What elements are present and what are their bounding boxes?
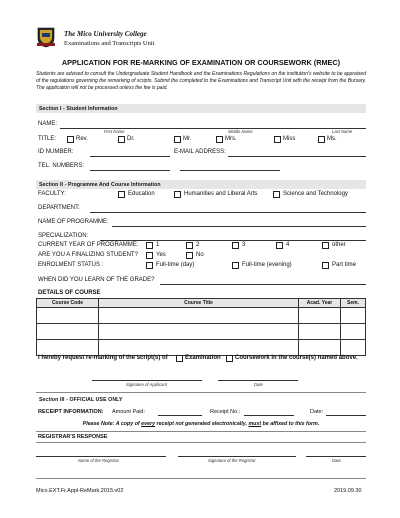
section3-heading: Section III - OFFICIAL USE ONLY: [36, 395, 366, 404]
divider: [36, 442, 366, 443]
table-row: [37, 324, 366, 340]
year-label: CURRENT YEAR OF PROGRAMME:: [38, 242, 139, 248]
programme-label: NAME OF PROGRAMME:: [38, 219, 109, 225]
applicant-signature-caption: Signature of Applicant: [126, 382, 167, 387]
faculty-education-label: Education: [128, 191, 155, 197]
enrolment-fulltime-day-label: Full-time (day): [156, 262, 195, 268]
faculty-science-checkbox[interactable]: [273, 191, 280, 198]
title-mrs-checkbox[interactable]: [216, 136, 223, 143]
tel-field-2[interactable]: [180, 170, 280, 171]
tel-label: TEL. NUMBERS:: [38, 163, 85, 169]
request-coursework-checkbox[interactable]: [226, 355, 233, 362]
course-code-cell[interactable]: [37, 340, 99, 356]
finalizing-no-label: No: [196, 252, 204, 258]
year-2-label: 2: [196, 242, 200, 248]
department-label: DEPARTMENT:: [38, 205, 80, 211]
finalizing-no-checkbox[interactable]: [186, 252, 193, 259]
middle-name-caption: Middle Name: [228, 129, 253, 134]
column-header-acad-year: Acad. Year: [299, 299, 341, 308]
course-title-cell[interactable]: [99, 308, 299, 324]
sem-cell[interactable]: [341, 324, 366, 340]
footer-divider: [36, 478, 366, 479]
title-dr-label: Dr.: [127, 136, 135, 142]
applicant-date-field[interactable]: [218, 380, 298, 381]
note-every: every: [141, 421, 156, 427]
amount-paid-label: Amount Paid:: [112, 409, 146, 415]
table-row: [37, 308, 366, 324]
specialization-label: SPECIALIZATION:: [38, 233, 89, 239]
id-field[interactable]: [90, 156, 170, 157]
note-suffix: be affixed to this form.: [261, 421, 320, 427]
receipt-info-label: RECEIPT INFORMATION:: [38, 409, 104, 415]
registrar-signature-caption: Signature of the Registrar: [208, 458, 256, 463]
request-exam-label: Examination: [185, 355, 221, 361]
title-mr-label: Mr.: [183, 136, 192, 142]
faculty-education-checkbox[interactable]: [118, 191, 125, 198]
enrolment-parttime-label: Part time: [332, 262, 357, 268]
programme-field[interactable]: [112, 226, 366, 227]
table-row: [37, 340, 366, 356]
name-label: NAME:: [38, 121, 58, 127]
year-other-label: other: [332, 242, 346, 248]
year-4-label: 4: [286, 242, 290, 248]
receipt-date-label: Date:: [310, 409, 324, 415]
first-name-caption: First Name: [104, 129, 125, 134]
title-dr-checkbox[interactable]: [118, 136, 125, 143]
finalizing-label: ARE YOU A FINALIZING STUDENT?: [38, 252, 138, 258]
column-header-course-title: Course Title: [99, 299, 299, 308]
course-code-cell[interactable]: [37, 308, 99, 324]
intro-text: Students are advised to consult the Undergraduate Student Handbook and the Examinations Regulations on the institution's website to be appraised of the regulations governing the remarking of scripts. Submit the completed to the Examinations and Transcript Unit with the receipt from the Bursary. The application will not be processed unless the fee is paid.: [36, 71, 366, 91]
email-field[interactable]: [228, 156, 366, 157]
sem-cell[interactable]: [341, 308, 366, 324]
college-name: The Mico University College: [64, 30, 147, 38]
title-miss-label: Miss: [283, 136, 296, 142]
note-must: must: [248, 421, 262, 427]
year-3-label: 3: [242, 242, 246, 248]
course-title-cell[interactable]: [99, 324, 299, 340]
enrolment-parttime-checkbox[interactable]: [322, 262, 329, 269]
applicant-signature-field[interactable]: [92, 380, 202, 381]
course-details-table: [36, 298, 366, 356]
last-name-caption: Last Name: [332, 129, 353, 134]
title-rev-label: Rev.: [76, 136, 88, 142]
form-date: 2019.09.30: [334, 488, 362, 494]
details-heading: DETAILS OF COURSE: [38, 290, 101, 296]
column-header-sem: Sem.: [341, 299, 366, 308]
year-1-checkbox[interactable]: [146, 242, 153, 249]
registrar-date-field[interactable]: [306, 456, 366, 457]
tel-field-1[interactable]: [90, 170, 170, 171]
divider: [36, 392, 366, 393]
divider: [36, 431, 366, 432]
title-ms-checkbox[interactable]: [318, 136, 325, 143]
column-header-course-code: Course Code: [37, 299, 99, 308]
title-mr-checkbox[interactable]: [174, 136, 181, 143]
registrar-date-caption: Date: [332, 458, 341, 463]
receipt-no-field[interactable]: [244, 415, 294, 416]
receipt-note: [36, 421, 366, 427]
faculty-science-label: Science and Technology: [283, 191, 348, 197]
receipt-no-label: Receipt No.:: [210, 409, 241, 415]
applicant-date-caption: Date: [254, 382, 263, 387]
acad-year-cell[interactable]: [299, 340, 341, 356]
form-code: Mico.EXT.Fr.Appl-ReMark.2015.v02: [36, 488, 124, 494]
course-code-cell[interactable]: [37, 324, 99, 340]
sem-cell[interactable]: [341, 340, 366, 356]
title-ms-label: Ms.: [327, 136, 337, 142]
receipt-date-field[interactable]: [326, 415, 366, 416]
course-title-cell[interactable]: [99, 340, 299, 356]
year-other-checkbox[interactable]: [322, 242, 329, 249]
section1-heading: Section I - Student Information: [36, 104, 366, 113]
title-rev-checkbox[interactable]: [67, 136, 74, 143]
title-mrs-label: Mrs.: [225, 136, 237, 142]
request-coursework-label: Coursework in the course(s) named above.: [235, 355, 358, 361]
specialization-field[interactable]: [100, 240, 366, 241]
year-1-label: 1: [156, 242, 160, 248]
section2-heading: Section II - Programme And Course Information: [36, 180, 366, 189]
amount-paid-field[interactable]: [158, 415, 202, 416]
id-label: ID NUMBER:: [38, 149, 74, 155]
registrar-name-field[interactable]: [36, 456, 166, 457]
faculty-humanities-label: Humanities and Liberal Arts: [184, 191, 258, 197]
registrar-heading: REGISTRAR'S RESPONSE: [38, 434, 108, 440]
title-label: TITLE:: [38, 136, 57, 142]
note-mid: receipt not generated electronically,: [155, 421, 249, 427]
faculty-label: FACULTY:: [38, 191, 66, 197]
acad-year-cell[interactable]: [299, 324, 341, 340]
registrar-signature-field[interactable]: [178, 456, 296, 457]
finalizing-yes-checkbox[interactable]: [146, 252, 153, 259]
year-2-checkbox[interactable]: [186, 242, 193, 249]
form-title: APPLICATION FOR RE-MARKING OF EXAMINATION OR COURSEWORK (RMEC): [61, 58, 341, 67]
college-crest-icon: [36, 26, 56, 48]
registrar-name-caption: Name of the Registrar: [78, 458, 119, 463]
request-exam-checkbox[interactable]: [176, 355, 183, 362]
unit-name: Examinations and Transcripts Unit: [64, 40, 155, 47]
enrolment-fulltime-evening-label: Full-time (evening): [242, 262, 292, 268]
note-prefix: Please Note: A copy of: [82, 421, 142, 427]
enrolment-fulltime-day-checkbox[interactable]: [146, 262, 153, 269]
department-field[interactable]: [90, 212, 366, 213]
enrolment-fulltime-evening-checkbox[interactable]: [232, 262, 239, 269]
request-text: I hereby request re-marking of the script(s) of: [38, 355, 168, 361]
year-3-checkbox[interactable]: [232, 242, 239, 249]
enrolment-label: ENROLMENT STATUS :: [38, 262, 104, 268]
faculty-humanities-checkbox[interactable]: [174, 191, 181, 198]
year-4-checkbox[interactable]: [276, 242, 283, 249]
acad-year-cell[interactable]: [299, 308, 341, 324]
finalizing-yes-label: Yes: [156, 252, 166, 258]
title-miss-checkbox[interactable]: [274, 136, 281, 143]
learned-field[interactable]: [160, 284, 366, 285]
email-label: E-MAIL ADDRESS:: [174, 149, 226, 155]
learned-label: WHEN DID YOU LEARN OF THE GRADE?: [38, 277, 155, 283]
